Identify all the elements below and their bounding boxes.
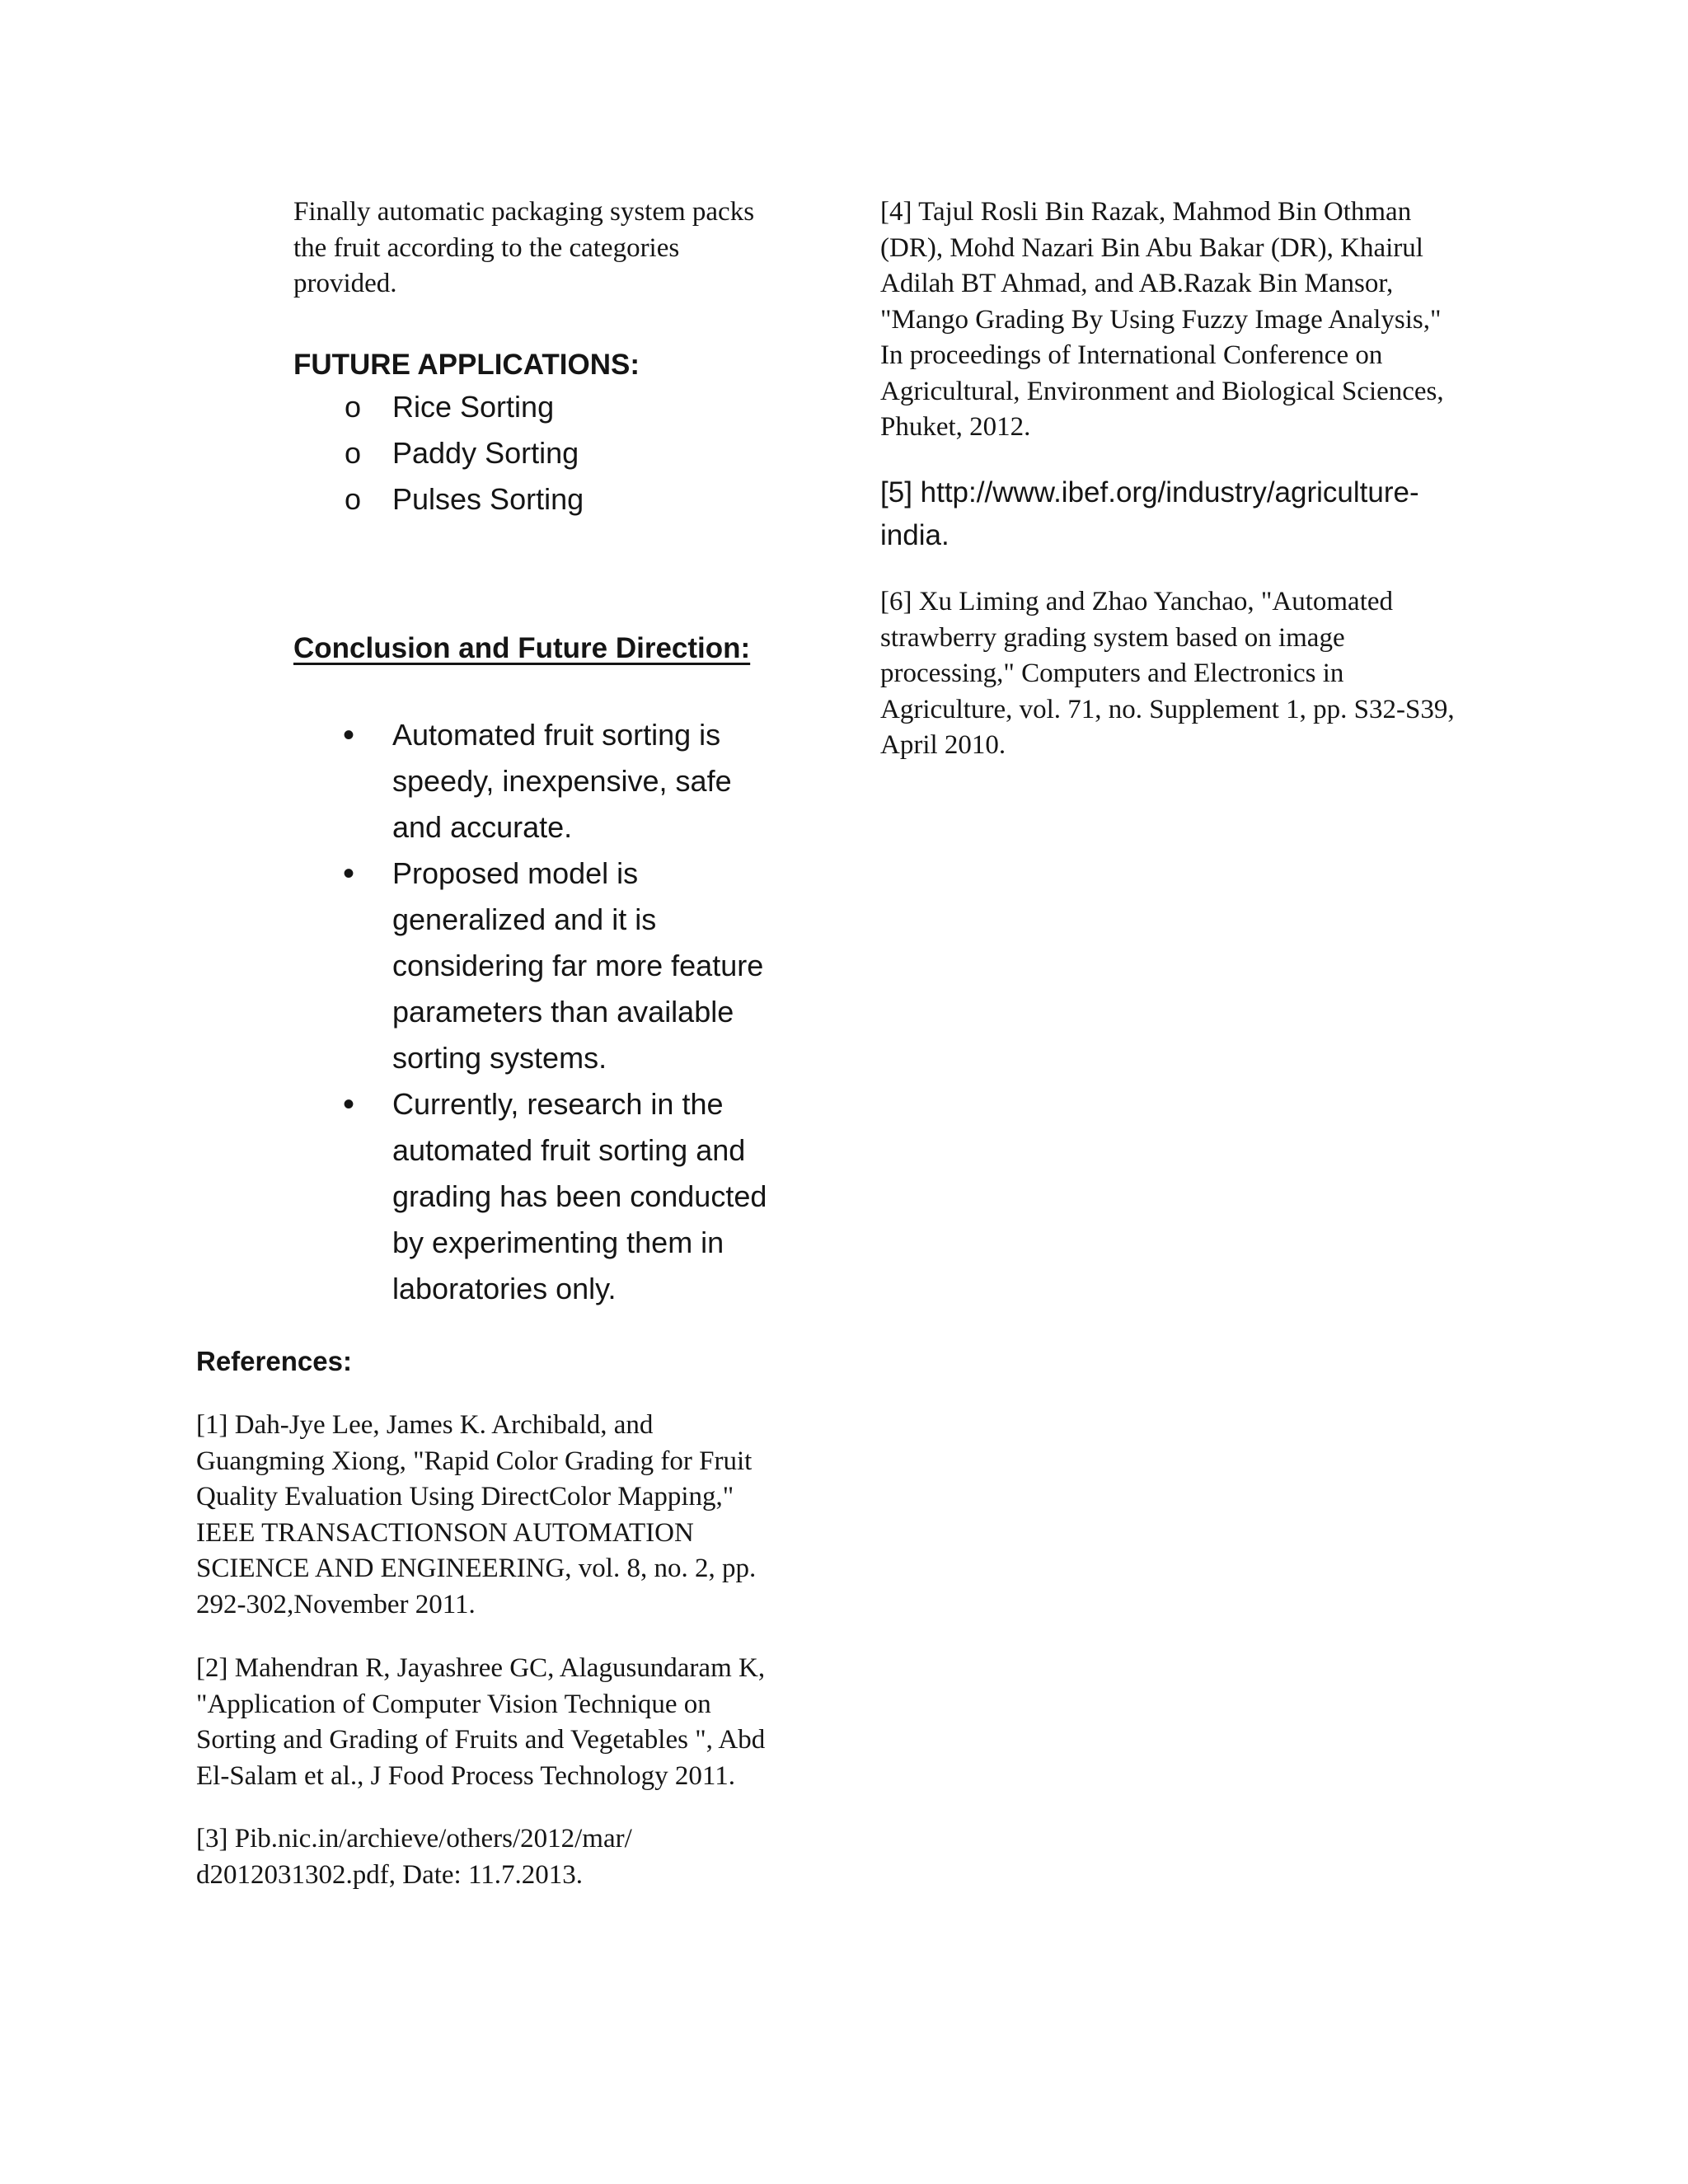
conclusion-list [293,712,821,1312]
reference-5-link[interactable]: [5] http://www.ibef.org/industry/agriculture- india. [880,476,1419,551]
conclusion-point-1: Automated fruit sorting is speedy, inexpensive, safe and accurate. [392,718,732,844]
reference-2: [2] Mahendran R, Jayashree GC, Alagusundaram K, "Application of Computer Vision Technique on Sorting and Grading of Fruits and Vegetables ", Abd El-Salam et al., J Food Process Technology 2011. [196,1653,766,1791]
list-item [293,1081,821,1312]
conclusion-point-2: Proposed model is generalized and it is considering far more feature parameters than available sorting systems. [392,856,764,1075]
reference-4: [4] Tajul Rosli Bin Razak, Mahmod Bin Othman (DR), Mohd Nazari Bin Abu Bakar (DR), Khairul Adilah BT Ahmad, and AB.Razak Bin Mansor, "Mango Grading By Using Fuzzy Image Analysis," In proceedings of International Conference on Agricultural, Environment and Biological Sciences, Phuket, 2012. [880,197,1444,442]
future-item-pulses: Pulses Sorting [392,482,584,516]
bullet-icon: • [343,855,355,892]
intro-paragraph: Finally automatic packaging system packs the fruit according to the categories provided. [293,197,755,298]
reference-3: [3] Pib.nic.in/archieve/others/2012/mar/ d2012031302.pdf, Date: 11.7.2013. [196,1824,632,1890]
reference-6: [6] Xu Liming and Zhao Yanchao, "Automated strawberry grading system based on image processing," Computers and Electronics in Agriculture, vol. 71, no. Supplement 1, pp. S32-S39, April 2010. [880,587,1455,760]
bullet-icon: • [343,1086,355,1122]
conclusion-point-3: Currently, research in the automated fruit sorting and grading has been conducted by experimenting them in laboratories only. [392,1087,767,1305]
future-item-paddy: Paddy Sorting [392,436,579,470]
references-heading: References: [196,1346,352,1376]
future-item-rice: Rice Sorting [392,390,555,424]
reference-1: [1] Dah-Jye Lee, James K. Archibald, and Guangming Xiong, "Rapid Color Grading for Fruit Quality Evaluation Using DirectColor Mapping," IEEE TRANSACTIONSON AUTOMATION SCIENCE AND ENGINEERING, vol. 8, no. 2, pp. 292-302,November 2011. [196,1410,757,1619]
circle-bullet-icon: o [345,390,362,424]
future-applications-heading: FUTURE APPLICATIONS: [293,349,640,381]
circle-bullet-icon: o [345,436,362,470]
conclusion-heading: Conclusion and Future Direction: [293,632,751,664]
circle-bullet-icon: o [345,482,362,516]
list-item [293,712,821,851]
bullet-icon: • [343,717,355,753]
list-item [293,851,821,1081]
